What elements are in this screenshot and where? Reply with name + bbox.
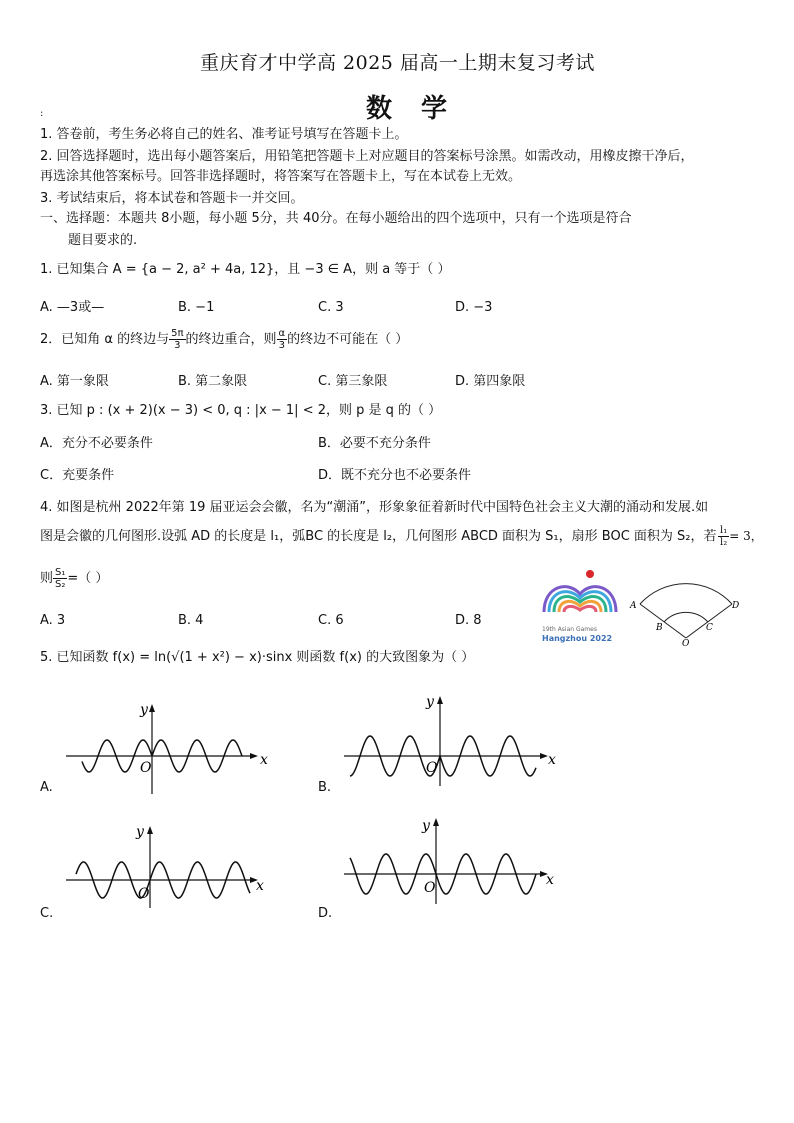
q2-option-a: A. 第一象限 — [40, 374, 109, 389]
graph-d-x-label: x — [546, 872, 554, 888]
note-2-cont: 再选涂其他答案标号。回答非选择题时，将答案写在答题卡上，写在本试卷上无效。 — [40, 169, 522, 184]
note-2: 2. 回答选择题时，选出每小题答案后，用铅笔把答题卡上对应题目的答案标号涂黑。如需改动，用橡皮擦干净后， — [40, 149, 694, 164]
q4-s-frac — [53, 567, 67, 590]
q2-option-c: C. 第三象限 — [318, 374, 388, 389]
q1-option-b: B. −1 — [178, 300, 215, 315]
q4-option-c: C. 6 — [318, 613, 344, 628]
fan-label-a: A — [630, 601, 637, 611]
q3-stem: 3. 已知 p : (x + 2)(x − 3) < 0, q : |x − 1| < 2，则 p 是 q 的（ ） — [40, 403, 442, 418]
q4-s-tail: =（ ） — [67, 571, 109, 586]
section-heading: 一、选择题：本题共 8小题，每小题 5分，共 40分。在每小题给出的四个选项中，只有一个选项是符合 — [40, 211, 632, 226]
q4-ratio-den: l₂ — [720, 537, 728, 548]
stray-mark: : — [40, 108, 44, 119]
q4-line-1: 4. 如图是杭州 2022年第 19 届亚运会会徽，名为“潮涌”，形象象征着新时代中国特色社会主义大潮的涌动和发展.如 — [40, 500, 709, 515]
logo-caption-1: 19th Asian Games — [542, 626, 597, 633]
q1-stem: 1. 已知集合 A = {a − 2, a² + 4a, 12}，且 −3 ∈ A，则 a 等于（ ） — [40, 262, 451, 277]
graph-c-label: C. — [40, 906, 54, 921]
graph-c — [62, 820, 272, 910]
q4-s-den: S₂ — [55, 579, 66, 590]
q2-prefix: 2．已知角 α 的终边与 — [40, 332, 170, 347]
q2-option-d: D. 第四象限 — [455, 374, 526, 389]
q1-option-c: C. 3 — [318, 300, 344, 315]
graph-a-y-label: y — [140, 702, 148, 718]
graph-c-x-label: x — [256, 878, 264, 894]
q2-suffix: 的终边不可能在（ ） — [287, 332, 409, 347]
q1-option-a: A. —3或— — [40, 300, 105, 315]
fan-label-b: B — [656, 623, 663, 633]
q2-frac2-den: 3 — [278, 340, 285, 351]
section-heading-cont: 题目要求的. — [68, 233, 138, 248]
q4-option-d: D. 8 — [455, 613, 482, 628]
fan-label-c: C — [706, 623, 713, 633]
graph-a-x-label: x — [260, 752, 268, 768]
graph-c-origin: O — [138, 886, 150, 902]
asian-games-logo — [538, 566, 622, 648]
q2-frac1-num: 5π — [171, 328, 184, 339]
graph-d — [340, 812, 560, 908]
q1-option-d: D. −3 — [455, 300, 493, 315]
q4-line-2: 图是会徽的几何图形.设弧 AD 的长度是 l₁，弧BC 的长度是 l₂，几何图形 ABCD 面积为 S₁，扇形 BOC 面积为 S₂，若 — [40, 529, 717, 544]
graph-a-label: A. — [40, 780, 53, 795]
graph-b-x-label: x — [548, 752, 556, 768]
graph-a-origin: O — [140, 760, 152, 776]
q3-option-d: D．既不充分也不必要条件 — [318, 468, 472, 483]
q4-ratio — [718, 518, 763, 555]
graph-d-label: D. — [318, 906, 333, 921]
graph-c-y-label: y — [136, 824, 144, 840]
q4-question — [40, 561, 108, 597]
q4-ratio-val: = 3， — [729, 529, 763, 543]
q4-ratio-num: l₁ — [720, 525, 728, 536]
fan-label-d: D — [732, 601, 740, 611]
q3-option-c: C．充要条件 — [40, 468, 115, 483]
note-1: 1. 答卷前，考生务必将自己的姓名、准考证号填写在答题卡上。 — [40, 127, 408, 142]
exam-title: 重庆育才中学高 2025 届高一上期末复习考试 — [200, 52, 595, 74]
logo-caption-2: Hangzhou 2022 — [542, 634, 613, 643]
q2-stem — [40, 322, 408, 358]
graph-a — [62, 698, 272, 798]
subject-title: 数 学 — [366, 94, 458, 124]
q2-frac-5pi-3 — [169, 328, 185, 351]
note-3: 3. 考试结束后，将本试卷和答题卡一并交回。 — [40, 191, 304, 206]
q2-option-b: B. 第二象限 — [178, 374, 248, 389]
logo-waves-icon — [538, 566, 622, 626]
graph-d-y-label: y — [422, 818, 430, 834]
fan-label-o: O — [682, 639, 690, 646]
q3-option-b: B．必要不充分条件 — [318, 436, 431, 451]
q4-option-b: B. 4 — [178, 613, 204, 628]
graph-d-origin: O — [424, 880, 436, 896]
q2-frac2-num: α — [278, 328, 286, 339]
graph-b — [340, 690, 560, 790]
q4-option-a: A. 3 — [40, 613, 66, 628]
q4-ratio-frac — [718, 525, 729, 548]
fan-diagram — [626, 576, 744, 646]
graph-b-origin: O — [426, 760, 438, 776]
q4-s-num: S₁ — [55, 567, 66, 578]
q5-stem: 5. 已知函数 f(x) = ln(√(1 + x²) − x)·sinx 则函数 f(x) 的大致图象为（ ） — [40, 650, 475, 665]
graph-b-y-label: y — [426, 694, 434, 710]
q3-option-a: A．充分不必要条件 — [40, 436, 153, 451]
q2-frac1-den: 3 — [174, 340, 181, 351]
q4-then: 则 — [40, 571, 54, 586]
q2-frac-alpha-3 — [277, 328, 288, 351]
q2-middle: 的终边重合，则 — [185, 332, 277, 347]
graph-b-label: B. — [318, 780, 332, 795]
